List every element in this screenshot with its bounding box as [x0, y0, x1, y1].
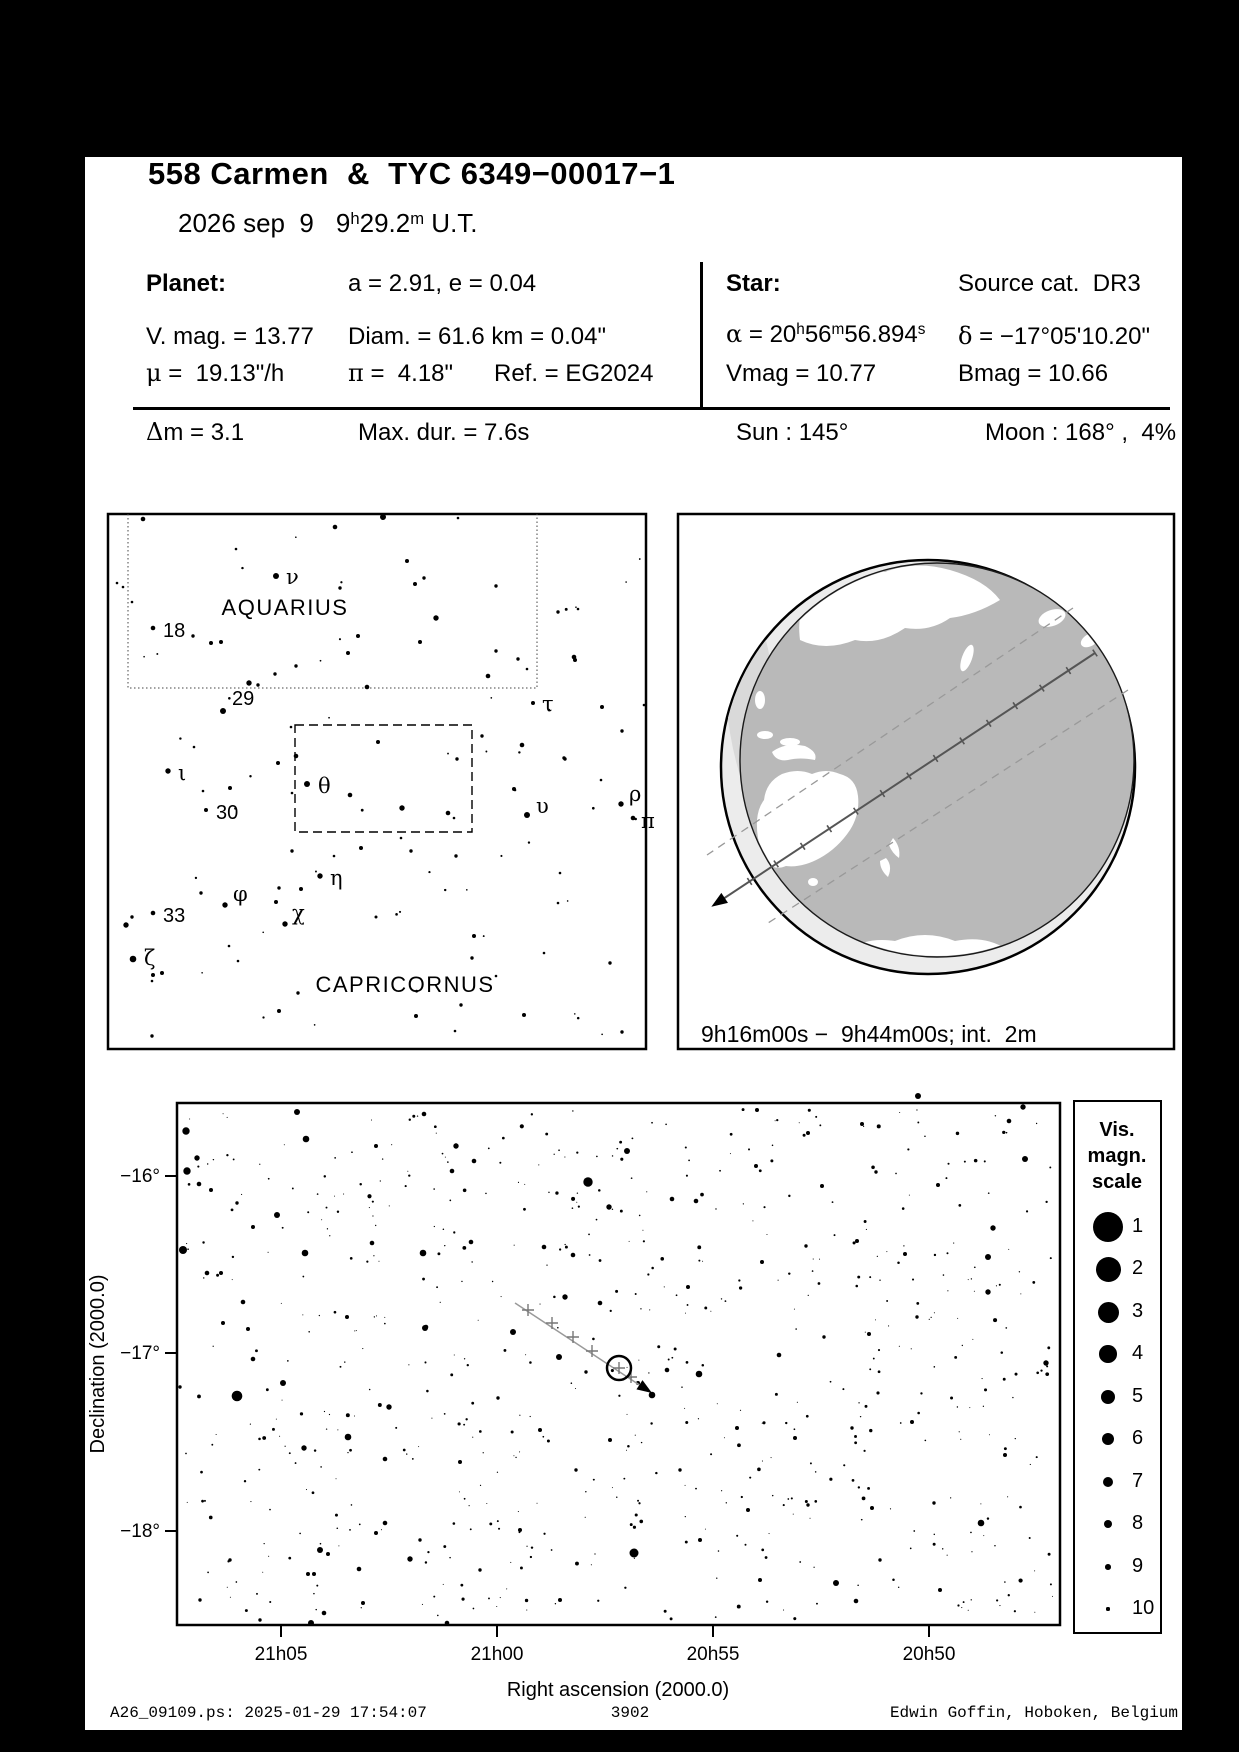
finder-star-label: τ [542, 692, 554, 716]
finder-constellation-chart [104, 510, 655, 1055]
event-date: 2026 sep 9 [178, 208, 314, 238]
mu-symbol: μ [146, 359, 162, 387]
x-tick-label: 20h50 [902, 1644, 956, 1665]
star-vmag: Vmag = 10.77 [726, 360, 877, 387]
legend-title-line2: magn. [1087, 1145, 1147, 1167]
constellation-label: CAPRICORNUS [315, 972, 495, 997]
globe-path-map [676, 510, 1178, 1055]
planet-motion: μ = 19.13"/h [146, 359, 285, 387]
planet-vmag: V. mag. = 13.77 [146, 323, 314, 350]
finder-star-label: χ [292, 901, 305, 925]
magnitude-drop: Δm = 3.1 [146, 418, 245, 446]
finder-star-label: ρ [629, 782, 642, 806]
legend-magnitude-dot [1103, 1477, 1113, 1487]
alpha-symbol: α [726, 320, 743, 348]
legend-magnitude-dot [1102, 1433, 1114, 1445]
event-time: 9$^h$29.2$^m$ U.T. [335, 208, 478, 238]
star-section-label: Star: [726, 270, 781, 297]
x-tick-label: 21h00 [470, 1644, 524, 1665]
tasmania [808, 878, 818, 886]
footer-page-number: 3902 [610, 1704, 650, 1722]
legend-magnitude-label: 3 [1132, 1300, 1144, 1322]
delta-uppercase-symbol: Δ [146, 418, 164, 446]
y-tick-label: −18° [120, 1521, 160, 1542]
sun-elongation: Sun : 145° [736, 419, 849, 446]
legend-magnitude-label: 2 [1132, 1257, 1144, 1279]
legend-magnitude-dot [1104, 1520, 1112, 1528]
legend-magnitude-dot [1096, 1257, 1121, 1282]
legend-magnitude-label: 5 [1132, 1385, 1144, 1407]
planet-parallax: π = 4.18" [348, 359, 454, 387]
legend-magnitude-dot [1093, 1212, 1123, 1242]
constellation-label: AQUARIUS [221, 595, 349, 620]
legend-magnitude-label: 1 [1132, 1215, 1144, 1237]
x-axis-title: Right ascension (2000.0) [506, 1679, 730, 1701]
y-tick-label: −17° [120, 1343, 160, 1364]
finder-star-label: 30 [216, 802, 239, 824]
y-tick-label: −16° [120, 1166, 160, 1187]
magnitude-scale-legend [1073, 1100, 1162, 1634]
max-duration: Max. dur. = 7.6s [358, 419, 530, 446]
finder-star-label: φ [233, 882, 248, 906]
x-tick-label: 20h55 [686, 1644, 740, 1665]
legend-magnitude-label: 9 [1132, 1555, 1144, 1577]
finder-star-label: 33 [163, 905, 186, 927]
planet-section-label: Planet: [146, 270, 227, 297]
finder-star-label: η [330, 866, 343, 890]
legend-magnitude-dot [1105, 1564, 1111, 1570]
page-title: 558 Carmen & TYC 6349−00017−1 [148, 156, 676, 191]
finder-star-label: 29 [232, 688, 255, 710]
x-tick-label: 21h05 [254, 1644, 308, 1665]
indonesia-east [780, 738, 800, 746]
star-bmag: Bmag = 10.66 [958, 360, 1109, 387]
star-declination: δ = −17°05'10.20" [958, 322, 1150, 350]
legend-magnitude-dot [1098, 1302, 1119, 1323]
finder-star-label: ν [286, 565, 299, 589]
info-table-divider [700, 262, 703, 410]
moon-elongation: Moon : 168° , 4% [985, 419, 1177, 446]
legend-magnitude-dot [1101, 1390, 1116, 1405]
legend-magnitude-label: 7 [1132, 1470, 1144, 1492]
legend-magnitude-label: 8 [1132, 1512, 1144, 1534]
finder-star-label: θ [318, 774, 331, 798]
finder-star-label: ζ [144, 946, 156, 970]
finder-star-label: π [641, 809, 655, 833]
legend-magnitude-dot [1099, 1345, 1117, 1363]
detailed-star-chart [120, 1095, 1080, 1665]
y-axis-title: Declination (2000.0) [87, 1274, 109, 1454]
finder-star-label: υ [536, 794, 549, 818]
legend-magnitude-dot [1106, 1607, 1109, 1610]
finder-star-label: 18 [163, 620, 186, 642]
globe-time-caption: 9h16m00s − 9h44m00s; int. 2m [701, 1021, 1037, 1047]
planet-orbit-elements: a = 2.91, e = 0.04 [348, 270, 537, 297]
philippines [755, 691, 765, 709]
star-source-catalog: Source cat. DR3 [958, 270, 1141, 297]
delta-symbol: δ [958, 322, 973, 350]
pi-symbol: π [348, 359, 364, 387]
event-datetime [178, 210, 478, 237]
info-table-rule [133, 407, 1170, 410]
finder-chart-border [108, 514, 646, 1049]
legend-magnitude-label: 4 [1132, 1342, 1144, 1364]
finder-star-label: ι [178, 761, 187, 785]
legend-magnitude-label: 6 [1132, 1427, 1144, 1449]
planet-reference: Ref. = EG2024 [494, 360, 654, 387]
star-right-ascension: $\alpha = 20^h56^m56.894^s$ [726, 320, 926, 348]
indonesia-west [757, 731, 773, 739]
footer-author: Edwin Goffin, Hoboken, Belgium [889, 1704, 1178, 1722]
legend-title-line3: scale [1091, 1171, 1143, 1193]
footer-filename: A26_09109.ps: 2025-01-29 17:54:07 [110, 1704, 427, 1722]
planet-diameter: Diam. = 61.6 km = 0.04" [348, 323, 606, 350]
legend-title-line1: Vis. [1099, 1119, 1135, 1141]
legend-magnitude-label: 10 [1132, 1597, 1155, 1619]
